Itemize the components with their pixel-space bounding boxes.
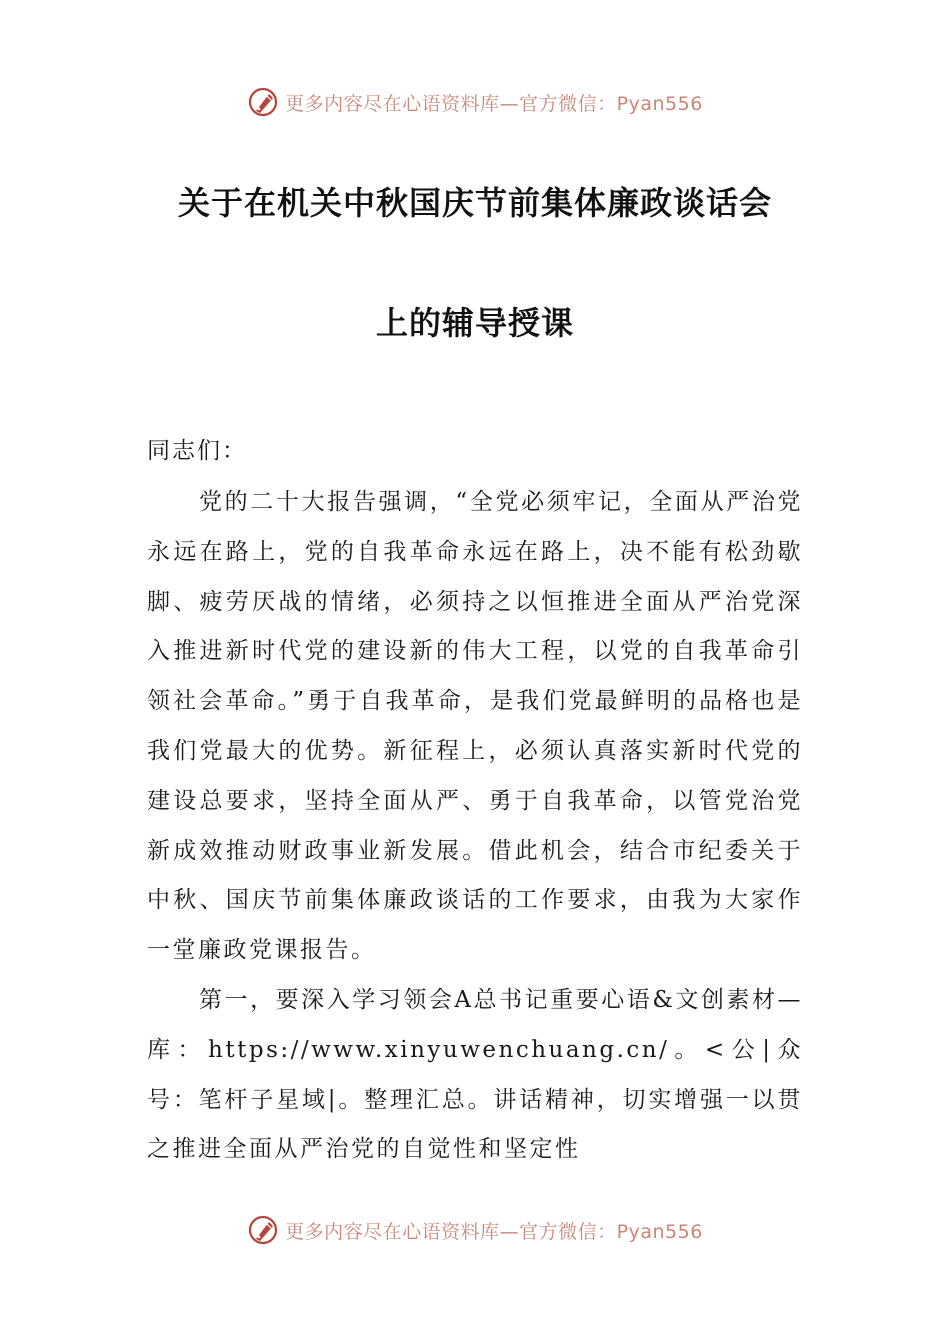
document-title-line1: 关于在机关中秋国庆节前集体廉政谈话会 [177, 184, 772, 222]
salutation: 同志们： [147, 438, 247, 464]
document-title-line2: 上的辅导授课 [375, 304, 574, 342]
pen-nib-logo-icon [247, 85, 281, 119]
paragraph-2: 第一，要深入学习领会A总书记重要心语&文创素材—库：https://www.xinyuwenchuang.cn/。<公|众号：笔杆子星域|。整理汇总。讲话精神，切实增强一以贯之推进全面从严治党的自觉性和坚定性 [147, 986, 803, 1163]
document-body [147, 478, 803, 1175]
paragraph-1: 党的二十大报告强调，“全党必须牢记，全面从严治党永远在路上，党的自我革命永远在路上，决不能有松劲歇脚、疲劳厌战的情绪，必须持之以恒推进全面从严治党深入推进新时代党的建设新的伟大工程，以党的自我革命引领社会革命。”勇于自我革命，是我们党最鲜明的品格也是我们党最大的优势。新征程上，必须认真落实新时代党的建设总要求，坚持全面从严、勇于自我革命，以管党治党新成效推动财政事业新发展。借此机会，结合市纪委关于中秋、国庆节前集体廉政谈话的工作要求，由我为大家作一堂廉政党课报告。 [147, 489, 803, 964]
watermark-banner-top [0, 82, 950, 122]
watermark-banner-bottom [0, 1210, 950, 1250]
watermark-text: 更多内容尽在心语资料库—官方微信：Pyan556 [285, 92, 703, 115]
watermark-text: 更多内容尽在心语资料库—官方微信：Pyan556 [285, 1220, 703, 1243]
pen-nib-logo-icon [247, 1213, 281, 1247]
